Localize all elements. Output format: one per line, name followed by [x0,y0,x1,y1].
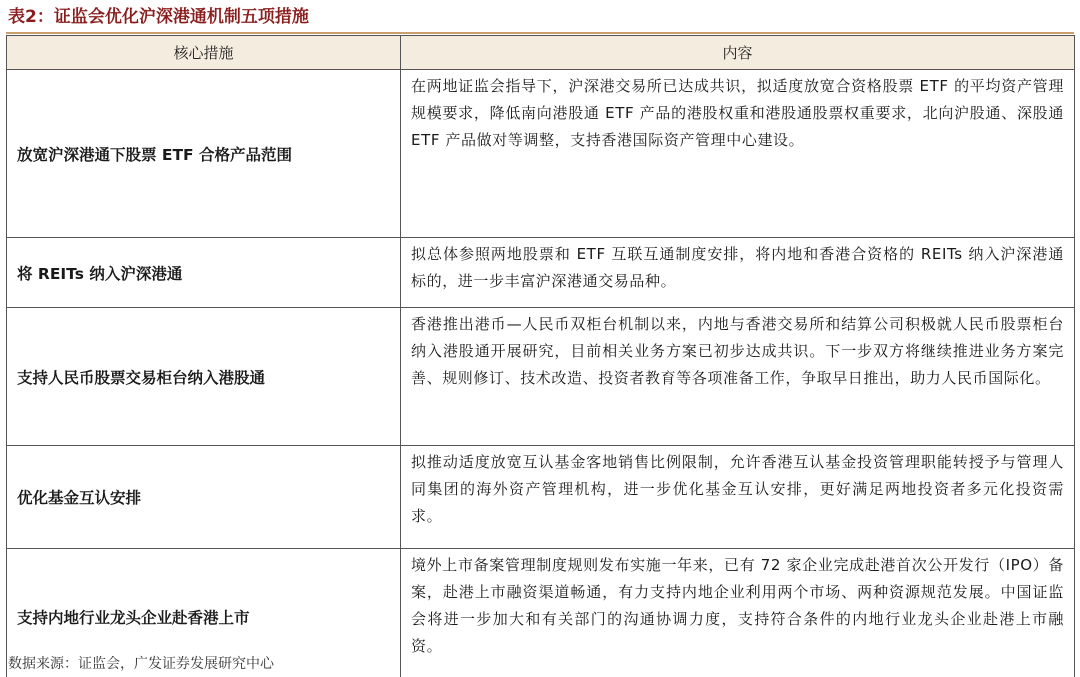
measure-cell: 支持内地行业龙头企业赴香港上市 [7,549,401,677]
measure-cell: 优化基金互认安排 [7,446,401,549]
measures-table [6,35,1075,677]
content-cell: 在两地证监会指导下，沪深港交易所已达成共识，拟适度放宽合资格股票 ETF 的平均资产管理规模要求，降低南向港股通 ETF 产品的港股权重和港股通股票权重要求，北向沪股通、深股通 ETF 产品做对等调整，支持香港国际资产管理中心建设。 [401,70,1075,238]
table-row [7,238,1075,308]
data-source-note: 数据来源：证监会，广发证券发展研究中心 [8,656,274,672]
measure-cell: 将 REITs 纳入沪深港通 [7,238,401,308]
table-header-row [7,36,1075,70]
content-cell: 境外上市备案管理制度规则发布实施一年来，已有 72 家企业完成赴港首次公开发行（IPO）备案，赴港上市融资渠道畅通，有力支持内地企业利用两个市场、两种资源规范发展。中国证监会将进一步加大和有关部门的沟通协调力度，支持符合条件的内地行业龙头企业赴港上市融资。 [401,549,1075,677]
header-content: 内容 [401,36,1075,70]
table-row [7,70,1075,238]
measure-cell: 支持人民币股票交易柜台纳入港股通 [7,308,401,446]
content-cell: 拟总体参照两地股票和 ETF 互联互通制度安排，将内地和香港合资格的 REITs 纳入沪深港通标的，进一步丰富沪深港通交易品种。 [401,238,1075,308]
content-cell: 拟推动适度放宽互认基金客地销售比例限制，允许香港互认基金投资管理职能转授予与管理人同集团的海外资产管理机构，进一步优化基金互认安排，更好满足两地投资者多元化投资需求。 [401,446,1075,549]
header-measure: 核心措施 [7,36,401,70]
table-title: 表2：证监会优化沪深港通机制五项措施 [8,7,309,27]
table-row [7,446,1075,549]
measure-cell: 放宽沪深港通下股票 ETF 合格产品范围 [7,70,401,238]
table-row [7,308,1075,446]
title-divider [6,32,1074,34]
content-cell: 香港推出港币—人民币双柜台机制以来，内地与香港交易所和结算公司积极就人民币股票柜台纳入港股通开展研究，目前相关业务方案已初步达成共识。下一步双方将继续推进业务方案完善、规则修订、技术改造、投资者教育等各项准备工作，争取早日推出，助力人民币国际化。 [401,308,1075,446]
